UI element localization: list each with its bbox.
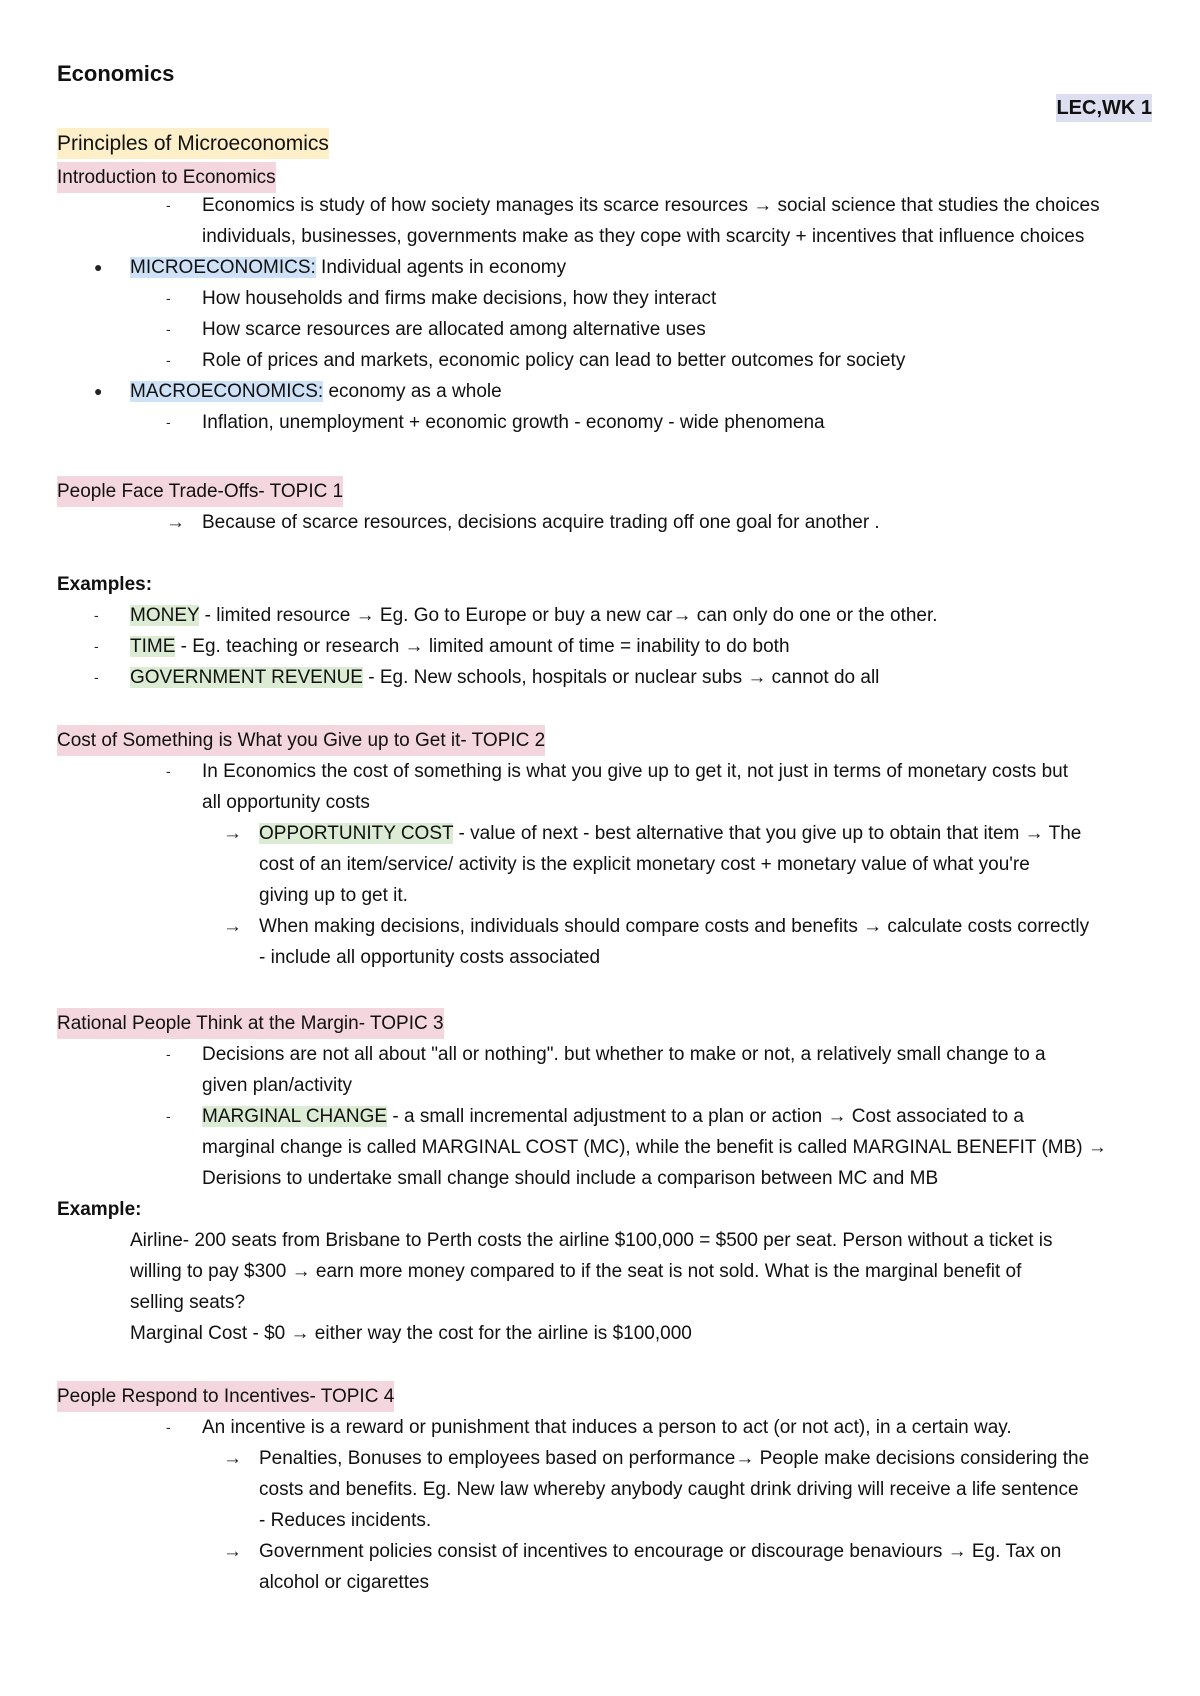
dash-marker: - <box>166 197 171 213</box>
micro-line <box>130 252 566 283</box>
section-heading-topic3: Rational People Think at the Margin- TOPIC 3 <box>57 1008 444 1039</box>
marginal-change-line2: marginal change is called MARGINAL COST (MC), while the benefit is called MARGINAL BENEFIT (MB) → <box>202 1137 1107 1158</box>
intro-definition-line2: individuals, businesses, governments make as they cope with scarcity + incentives that influence choices <box>202 226 1085 247</box>
opportunity-cost-line3: giving up to get it. <box>259 885 408 906</box>
example-line4: Marginal Cost - $0 → either way the cost for the airline is $100,000 <box>130 1323 692 1344</box>
micro-point: How scarce resources are allocated among alternative uses <box>202 319 706 340</box>
example-item <box>130 631 790 662</box>
micro-point: Role of prices and markets, economic policy can lead to better outcomes for society <box>202 350 906 371</box>
decision-line2: - include all opportunity costs associated <box>259 947 601 968</box>
arrow-marker: → <box>223 916 242 937</box>
example-term: MONEY <box>130 605 200 626</box>
incentive-sub2-line2: alcohol or cigarettes <box>259 1572 430 1593</box>
topic1-point: Because of scarce resources, decisions acquire trading off one goal for another . <box>202 512 880 533</box>
incentive-sub1-line2: costs and benefits. Eg. New law whereby anybody caught drink driving will receive a life sentence <box>259 1479 1079 1500</box>
opportunity-cost-line1 <box>259 818 1081 849</box>
dash-marker: - <box>166 1108 171 1124</box>
incentive-sub1-line1: Penalties, Bonuses to employees based on performance→ People make decisions considering the <box>259 1448 1090 1469</box>
dash-marker: - <box>94 607 99 623</box>
topic2-point-line1: In Economics the cost of something is what you give up to get it, not just in terms of monetary costs but <box>202 761 1068 782</box>
macro-line <box>130 376 502 407</box>
intro-definition-line1: Economics is study of how society manages its scarce resources → social science that studies the choices <box>202 195 1100 216</box>
micro-text: Individual agents in economy <box>315 257 567 278</box>
dash-marker: - <box>166 1046 171 1062</box>
example-line3: selling seats? <box>130 1292 246 1313</box>
example-line2: willing to pay $300 → earn more money compared to if the seat is not sold. What is the marginal benefit of <box>130 1261 1022 1282</box>
dash-marker: - <box>166 290 171 306</box>
topic3-point-line2: given plan/activity <box>202 1075 352 1096</box>
examples-label: Examples: <box>57 574 153 595</box>
dash-marker: - <box>166 414 171 430</box>
document-title: Economics <box>57 61 175 86</box>
macro-point: Inflation, unemployment + economic growth - economy - wide phenomena <box>202 412 825 433</box>
lecture-tag: LEC,WK 1 <box>1056 94 1152 122</box>
section-heading-topic4: People Respond to Incentives- TOPIC 4 <box>57 1381 394 1412</box>
dash-marker: - <box>166 352 171 368</box>
example-line1: Airline- 200 seats from Brisbane to Perth costs the airline $100,000 = $500 per seat. Person without a ticket is <box>130 1230 1053 1251</box>
section-heading-topic1: People Face Trade-Offs- TOPIC 1 <box>57 476 343 507</box>
bullet-marker: ● <box>94 259 103 275</box>
marginal-change-line1 <box>202 1101 1024 1132</box>
section-heading-intro: Introduction to Economics <box>57 162 276 193</box>
bullet-marker: ● <box>94 383 103 399</box>
dash-marker: - <box>94 669 99 685</box>
example-term: GOVERNMENT REVENUE <box>130 667 363 688</box>
incentive-sub2-line1: Government policies consist of incentives to encourage or discourage benaviours → Eg. Tax on <box>259 1541 1062 1562</box>
marginal-change-text: - a small incremental adjustment to a plan or action → Cost associated to a <box>387 1106 1024 1127</box>
opportunity-cost-term: OPPORTUNITY COST <box>259 823 454 844</box>
dash-marker: - <box>166 1419 171 1435</box>
example-label: Example: <box>57 1199 142 1220</box>
subtitle: Principles of Microeconomics <box>57 128 329 159</box>
arrow-marker: → <box>166 512 185 533</box>
incentive-sub1-line3: - Reduces incidents. <box>259 1510 432 1531</box>
topic4-point: An incentive is a reward or punishment that induces a person to act (or not act), in a certain way. <box>202 1417 1012 1438</box>
macro-text: economy as a whole <box>323 381 502 402</box>
example-item <box>130 662 879 693</box>
decision-line1: When making decisions, individuals should compare costs and benefits → calculate costs correctly <box>259 916 1090 937</box>
arrow-marker: → <box>223 1448 242 1469</box>
marginal-change-line3: Derisions to undertake small change should include a comparison between MC and MB <box>202 1168 939 1189</box>
micro-point: How households and firms make decisions, how they interact <box>202 288 717 309</box>
arrow-marker: → <box>223 1541 242 1562</box>
topic3-point-line1: Decisions are not all about "all or nothing". but whether to make or not, a relatively small change to a <box>202 1044 1046 1065</box>
marginal-change-term: MARGINAL CHANGE <box>202 1106 388 1127</box>
example-text: - limited resource → Eg. Go to Europe or buy a new car→ can only do one or the other. <box>199 605 938 626</box>
opportunity-cost-text: - value of next - best alternative that you give up to obtain that item → The <box>453 823 1082 844</box>
example-text: - Eg. teaching or research → limited amount of time = inability to do both <box>175 636 790 657</box>
example-term: TIME <box>130 636 176 657</box>
dash-marker: - <box>166 763 171 779</box>
dash-marker: - <box>166 321 171 337</box>
example-item <box>130 600 938 631</box>
section-heading-topic2: Cost of Something is What you Give up to Get it- TOPIC 2 <box>57 725 545 756</box>
topic2-point-line2: all opportunity costs <box>202 792 370 813</box>
micro-term: MICROECONOMICS: <box>130 257 316 278</box>
dash-marker: - <box>94 638 99 654</box>
arrow-marker: → <box>223 823 242 844</box>
macro-term: MACROECONOMICS: <box>130 381 324 402</box>
opportunity-cost-line2: cost of an item/service/ activity is the explicit monetary cost + monetary value of what you're <box>259 854 1030 875</box>
example-text: - Eg. New schools, hospitals or nuclear subs → cannot do all <box>362 667 880 688</box>
